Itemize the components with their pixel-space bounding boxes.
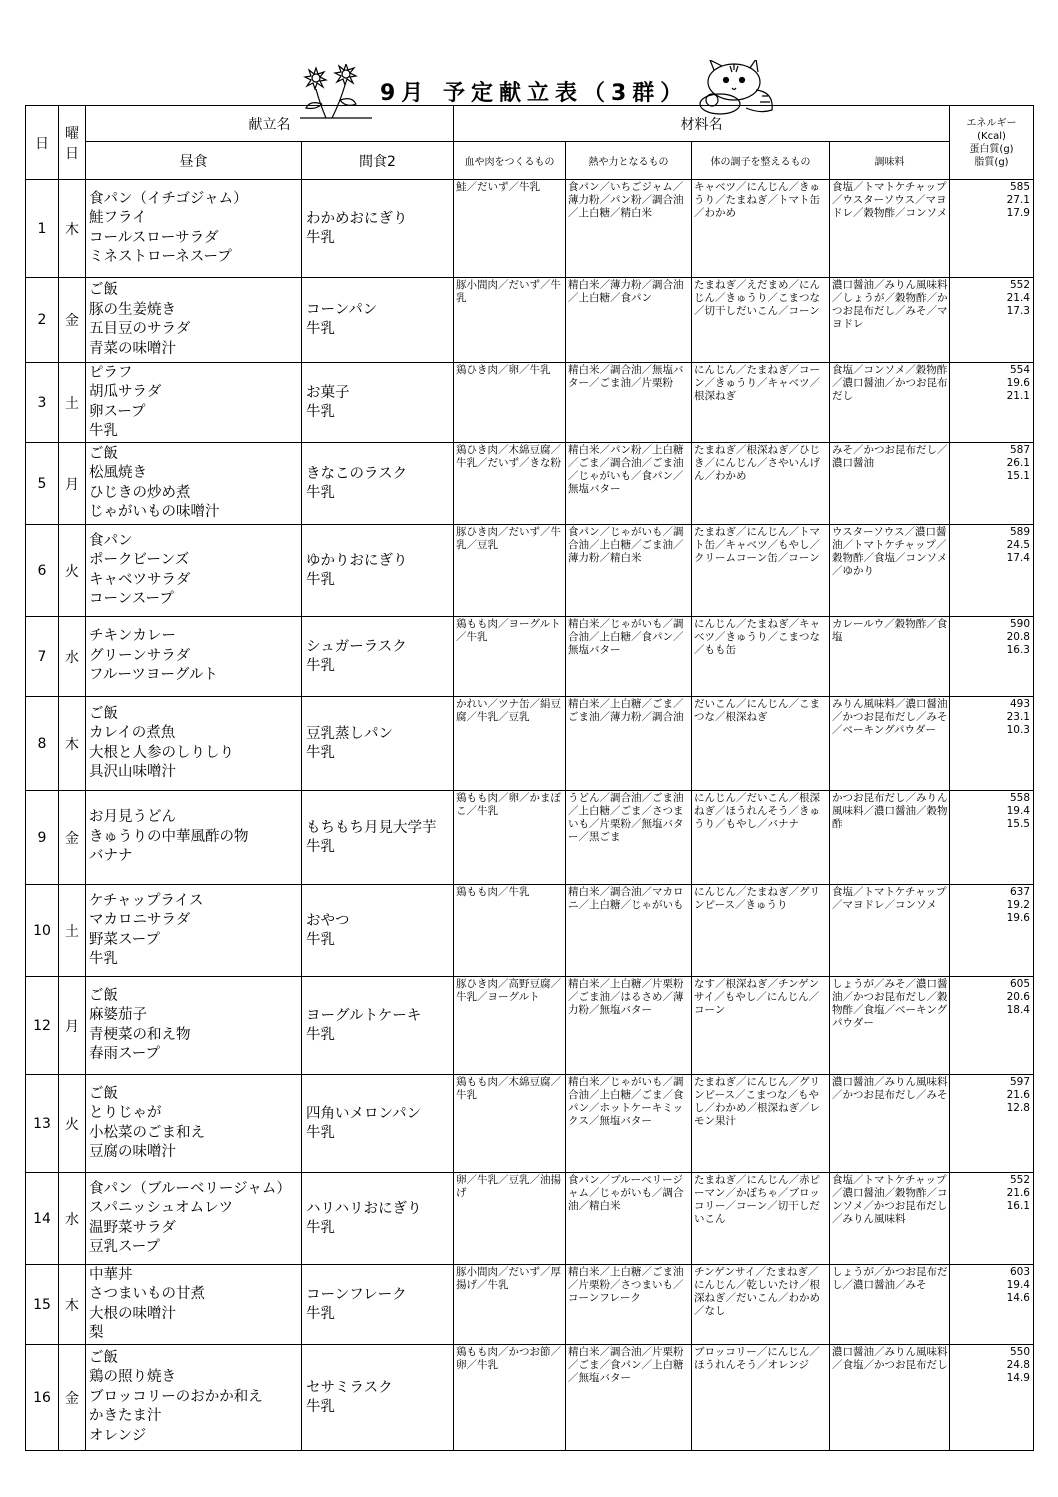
day-cell: 13 bbox=[26, 1075, 59, 1173]
fat-value: 21.1 bbox=[1006, 390, 1030, 402]
lunch-item: 卵スープ bbox=[89, 403, 146, 420]
lunch-item: 胡瓜サラダ bbox=[89, 384, 162, 400]
heat-power-cell: 精白米／調合油／無塩バター／ごま油／片栗粉 bbox=[566, 363, 692, 443]
heat-power-cell: 精白米／上白糖／片栗粉／ごま油／はるさめ／薄力粉／無塩バター bbox=[566, 977, 692, 1075]
lunch-cell bbox=[86, 180, 302, 278]
seasoning-cell: 濃口醤油／みりん風味料／食塩／かつお昆布だし bbox=[830, 1345, 950, 1451]
body-condition-cell: にんじん／たまねぎ／グリンピース／きゅうり bbox=[692, 885, 830, 977]
blood-meat-header: 血や肉をつくるもの bbox=[454, 142, 566, 180]
fat-value: 15.1 bbox=[1006, 470, 1030, 482]
snack-cell bbox=[302, 443, 454, 525]
body-condition-cell: チンゲンサイ／たまねぎ／にんじん／乾しいたけ／根深ねぎ／だいこん／わかめ／なし bbox=[692, 1265, 830, 1345]
seasoning-cell: 食塩／コンソメ／穀物酢／濃口醤油／かつお昆布だし bbox=[830, 363, 950, 443]
body-condition-cell: キャベツ／にんじん／きゅうり／たまねぎ／トマト缶／わかめ bbox=[692, 180, 830, 278]
fat-value: 14.9 bbox=[1006, 1372, 1030, 1384]
protein-value: 26.1 bbox=[1006, 457, 1030, 469]
lunch-cell bbox=[86, 885, 302, 977]
energy-value: 597 bbox=[1009, 1076, 1030, 1088]
table-row bbox=[26, 180, 1034, 278]
nutrition-cell bbox=[950, 1345, 1034, 1451]
lunch-item: 梨 bbox=[89, 1325, 104, 1341]
snack-item: 牛乳 bbox=[306, 744, 335, 761]
blood-meat-cell: 鶏ひき肉／木綿豆腐／牛乳／だいず／きな粉 bbox=[454, 443, 566, 525]
fat-value: 16.1 bbox=[1006, 1200, 1030, 1212]
day-cell: 15 bbox=[26, 1265, 59, 1345]
blood-meat-cell: 鶏ひき肉／卵／牛乳 bbox=[454, 363, 566, 443]
lunch-item: 大根と人参のしりしり bbox=[89, 744, 234, 761]
snack-item: 四角いメロンパン bbox=[306, 1105, 421, 1122]
table-row bbox=[26, 363, 1034, 443]
seasoning-cell: しょうが／みそ／濃口醤油／かつお昆布だし／穀物酢／食塩／ベーキングパウダー bbox=[830, 977, 950, 1075]
nutrition-cell bbox=[950, 977, 1034, 1075]
body-condition-cell: たまねぎ／にんじん／赤ピーマン／かぼちゃ／ブロッコリー／コーン／切干しだいこん bbox=[692, 1173, 830, 1265]
body-condition-cell: たまねぎ／にんじん／トマト缶／キャベツ／もやし／クリームコーン缶／コーン bbox=[692, 525, 830, 617]
kcal-header: (Kcal) bbox=[977, 130, 1006, 142]
seasoning-cell: しょうが／かつお昆布だし／濃口醤油／みそ bbox=[830, 1265, 950, 1345]
snack-item: きなこのラスク bbox=[306, 465, 408, 482]
lunch-item: ブロッコリーのおかか和え bbox=[89, 1388, 263, 1405]
lunch-item: 食パン bbox=[89, 532, 133, 549]
lunch-item: ミネストローネスープ bbox=[89, 249, 232, 265]
energy-value: 552 bbox=[1009, 1174, 1030, 1186]
snack-item: 牛乳 bbox=[306, 484, 335, 501]
lunch-item: ケチャップライス bbox=[89, 892, 204, 909]
heat-power-cell: 精白米／上白糖／ごま／ごま油／薄力粉／調合油 bbox=[566, 697, 692, 791]
protein-value: 20.6 bbox=[1006, 991, 1030, 1003]
day-cell: 8 bbox=[26, 697, 59, 791]
snack-item: ハリハリおにぎり bbox=[306, 1200, 422, 1217]
snack-item: セサミラスク bbox=[306, 1379, 393, 1396]
blood-meat-cell: かれい／ツナ缶／絹豆腐／牛乳／豆乳 bbox=[454, 697, 566, 791]
title-area bbox=[0, 60, 1058, 110]
energy-value: 603 bbox=[1009, 1266, 1030, 1278]
table-row bbox=[26, 443, 1034, 525]
lunch-item: マカロニサラダ bbox=[89, 912, 191, 928]
lunch-cell bbox=[86, 617, 302, 697]
heat-power-cell: 精白米／調合油／マカロニ／上白糖／じゃがいも bbox=[566, 885, 692, 977]
lunch-item: ポークビーンズ bbox=[89, 552, 190, 568]
fat-value: 15.5 bbox=[1006, 818, 1030, 830]
snack-item: 牛乳 bbox=[306, 1026, 335, 1043]
protein-value: 19.6 bbox=[1006, 377, 1030, 389]
snack-item: 牛乳 bbox=[306, 657, 335, 674]
fat-header: 脂質(g) bbox=[974, 156, 1009, 168]
protein-value: 21.6 bbox=[1006, 1089, 1030, 1101]
blood-meat-cell: 豚小間肉／だいず／牛乳 bbox=[454, 278, 566, 363]
protein-value: 20.8 bbox=[1006, 631, 1030, 643]
fat-value: 14.6 bbox=[1006, 1292, 1030, 1304]
snack-item: 牛乳 bbox=[306, 403, 335, 420]
lunch-item: 豆乳スープ bbox=[89, 1239, 161, 1255]
energy-value: 637 bbox=[1009, 886, 1030, 898]
nutrition-cell bbox=[950, 1075, 1034, 1173]
lunch-item: 小松菜のごま和え bbox=[89, 1124, 205, 1141]
day-header: 日 bbox=[26, 106, 59, 180]
weekday-cell: 水 bbox=[59, 617, 86, 697]
lunch-item: とりじゃが bbox=[89, 1105, 162, 1121]
snack-cell bbox=[302, 363, 454, 443]
body-condition-header: 体の調子を整えるもの bbox=[692, 142, 830, 180]
snack-item: コーンパン bbox=[306, 302, 378, 318]
body-condition-cell: たまねぎ／にんじん／グリンピース／こまつな／もやし／わかめ／根深ねぎ／レモン果汁 bbox=[692, 1075, 830, 1173]
fat-value: 17.4 bbox=[1006, 552, 1030, 564]
protein-value: 19.2 bbox=[1006, 899, 1030, 911]
body-condition-cell: たまねぎ／えだまめ／にんじん／きゅうり／こまつな／切干しだいこん／コーン bbox=[692, 278, 830, 363]
protein-header: 蛋白質(g) bbox=[969, 143, 1014, 155]
lunch-item: オレンジ bbox=[89, 1427, 147, 1444]
lunch-item: バナナ bbox=[89, 848, 133, 865]
snack-item: 牛乳 bbox=[306, 571, 335, 588]
weekday-cell: 金 bbox=[59, 1345, 86, 1451]
lunch-item: かきたま汁 bbox=[89, 1408, 162, 1425]
menu-name-header: 献立名 bbox=[86, 106, 454, 142]
energy-value: 554 bbox=[1009, 364, 1030, 376]
snack-item: 豆乳蒸しパン bbox=[306, 725, 393, 742]
lunch-item: 鮭フライ bbox=[89, 210, 147, 226]
energy-value: 493 bbox=[1009, 698, 1030, 710]
heat-power-cell: 精白米／じゃがいも／調合油／上白糖／ごま／食パン／ホットケーキミックス／無塩バター bbox=[566, 1075, 692, 1173]
heat-power-cell: 食パン／ブルーベリージャム／じゃがいも／調合油／精白米 bbox=[566, 1173, 692, 1265]
menu-table bbox=[25, 105, 1034, 1451]
table-row bbox=[26, 278, 1034, 363]
lunch-cell bbox=[86, 697, 302, 791]
lunch-cell bbox=[86, 1265, 302, 1345]
lunch-item: お月見うどん bbox=[89, 809, 176, 826]
weekday-cell: 月 bbox=[59, 443, 86, 525]
energy-value: 558 bbox=[1009, 792, 1030, 804]
seasoning-cell: カレールウ／穀物酢／食塩 bbox=[830, 617, 950, 697]
energy-value: 552 bbox=[1009, 279, 1030, 291]
lunch-item: 牛乳 bbox=[89, 423, 118, 439]
weekday-cell: 月 bbox=[59, 977, 86, 1075]
heat-power-cell: 精白米／上白糖／ごま油／片栗粉／さつまいも／コーンフレーク bbox=[566, 1265, 692, 1345]
snack-cell bbox=[302, 525, 454, 617]
table-row bbox=[26, 617, 1034, 697]
lunch-item: ピラフ bbox=[89, 364, 133, 381]
day-cell: 12 bbox=[26, 977, 59, 1075]
heat-power-cell: 精白米／パン粉／上白糖／ごま／調合油／ごま油／じゃがいも／食パン／無塩バター bbox=[566, 443, 692, 525]
weekday-cell: 水 bbox=[59, 1173, 86, 1265]
day-cell: 2 bbox=[26, 278, 59, 363]
nutrition-cell bbox=[950, 1265, 1034, 1345]
lunch-item: 野菜スープ bbox=[89, 931, 161, 948]
lunch-item: ご飯 bbox=[89, 705, 118, 722]
seasoning-cell: かつお昆布だし／みりん風味料／濃口醤油／穀物酢 bbox=[830, 791, 950, 885]
table-row bbox=[26, 791, 1034, 885]
lunch-item: コーンスープ bbox=[89, 591, 174, 607]
snack-item: シュガーラスク bbox=[306, 638, 407, 655]
body-condition-cell: にんじん／だいこん／根深ねぎ／ほうれんそう／きゅうり／もやし／バナナ bbox=[692, 791, 830, 885]
protein-value: 24.8 bbox=[1006, 1359, 1030, 1371]
lunch-item: グリーンサラダ bbox=[89, 647, 191, 664]
weekday-cell: 土 bbox=[59, 885, 86, 977]
table-row bbox=[26, 977, 1034, 1075]
protein-value: 23.1 bbox=[1006, 711, 1030, 723]
protein-value: 19.4 bbox=[1006, 805, 1030, 817]
lunch-item: 青菜の味噌汁 bbox=[89, 340, 176, 357]
nutrition-cell bbox=[950, 363, 1034, 443]
snack-item: おやつ bbox=[306, 912, 350, 929]
weekday-cell: 土 bbox=[59, 363, 86, 443]
lunch-item: ご飯 bbox=[89, 445, 118, 462]
energy-value: 589 bbox=[1009, 526, 1030, 538]
heat-power-cell: 精白米／薄力粉／調合油／上白糖／食パン bbox=[566, 278, 692, 363]
lunch-item: さつまいもの甘煮 bbox=[89, 1286, 205, 1302]
lunch-item: チキンカレー bbox=[89, 628, 176, 645]
lunch-item: スパニッシュオムレツ bbox=[89, 1200, 234, 1216]
snack-cell bbox=[302, 885, 454, 977]
energy-value: 590 bbox=[1009, 618, 1030, 630]
nutrition-cell bbox=[950, 697, 1034, 791]
fat-value: 16.3 bbox=[1006, 644, 1030, 656]
heat-power-cell: 精白米／調合油／片栗粉／ごま／食パン／上白糖／無塩バター bbox=[566, 1345, 692, 1451]
body-condition-cell: にんじん／たまねぎ／キャベツ／きゅうり／こまつな／もも缶 bbox=[692, 617, 830, 697]
lunch-item: ご飯 bbox=[89, 1085, 118, 1102]
body-condition-cell: だいこん／にんじん／こまつな／根深ねぎ bbox=[692, 697, 830, 791]
lunch-item: 春雨スープ bbox=[89, 1046, 161, 1062]
lunch-item: 中華丼 bbox=[89, 1266, 133, 1283]
nutrition-cell bbox=[950, 617, 1034, 697]
fat-value: 17.3 bbox=[1006, 305, 1030, 317]
lunch-item: 鶏の照り焼き bbox=[89, 1369, 176, 1386]
lunch-cell bbox=[86, 443, 302, 525]
nutrition-cell bbox=[950, 443, 1034, 525]
fat-value: 12.8 bbox=[1006, 1102, 1030, 1114]
body-condition-cell: ブロッコリー／にんじん／ほうれんそう／オレンジ bbox=[692, 1345, 830, 1451]
seasoning-header: 調味料 bbox=[830, 142, 950, 180]
energy-value: 605 bbox=[1009, 978, 1030, 990]
protein-value: 21.6 bbox=[1006, 1187, 1030, 1199]
snack-item: 牛乳 bbox=[306, 931, 335, 948]
blood-meat-cell: 豚小間肉／だいず／厚揚げ／牛乳 bbox=[454, 1265, 566, 1345]
lunch-cell bbox=[86, 1173, 302, 1265]
lunch-item: 五目豆のサラダ bbox=[89, 321, 191, 337]
snack-item: 牛乳 bbox=[306, 1398, 335, 1415]
lunch-item: ご飯 bbox=[89, 1349, 118, 1366]
snack-cell bbox=[302, 278, 454, 363]
day-cell: 5 bbox=[26, 443, 59, 525]
snack-header: 間食2 bbox=[302, 142, 454, 180]
heat-power-cell: うどん／調合油／ごま油／上白糖／ごま／さつまいも／片栗粉／無塩バター／黒ごま bbox=[566, 791, 692, 885]
lunch-item: フルーツヨーグルト bbox=[89, 667, 218, 684]
lunch-item: ご飯 bbox=[89, 282, 118, 298]
lunch-cell bbox=[86, 525, 302, 617]
lunch-item: 豚の生姜焼き bbox=[89, 301, 176, 318]
lunch-cell bbox=[86, 791, 302, 885]
day-cell: 16 bbox=[26, 1345, 59, 1451]
blood-meat-cell: 鶏もも肉／木綿豆腐／牛乳 bbox=[454, 1075, 566, 1173]
table-row bbox=[26, 1265, 1034, 1345]
nutrition-cell bbox=[950, 885, 1034, 977]
fat-value: 17.9 bbox=[1006, 207, 1030, 219]
lunch-item: 牛乳 bbox=[89, 951, 118, 967]
lunch-item: 松風焼き bbox=[89, 465, 147, 481]
table-row bbox=[26, 885, 1034, 977]
snack-cell bbox=[302, 1075, 454, 1173]
snack-cell bbox=[302, 791, 454, 885]
protein-value: 21.4 bbox=[1006, 292, 1030, 304]
seasoning-cell: 食塩／トマトケチャップ／ウスターソウス／マヨドレ／穀物酢／コンソメ bbox=[830, 180, 950, 278]
lunch-cell bbox=[86, 278, 302, 363]
lunch-item: ご飯 bbox=[89, 987, 118, 1004]
lunch-item: 大根の味噌汁 bbox=[89, 1305, 176, 1322]
weekday-cell: 木 bbox=[59, 1265, 86, 1345]
body-condition-cell: にんじん／たまねぎ／コーン／きゅうり／キャベツ／根深ねぎ bbox=[692, 363, 830, 443]
blood-meat-cell: 鮭／だいず／牛乳 bbox=[454, 180, 566, 278]
seasoning-cell: 食塩／トマトケチャップ／マヨドレ／コンソメ bbox=[830, 885, 950, 977]
blood-meat-cell: 鶏もも肉／牛乳 bbox=[454, 885, 566, 977]
seasoning-cell: みそ／かつお昆布だし／濃口醤油 bbox=[830, 443, 950, 525]
seasoning-cell: 食塩／トマトケチャップ／濃口醤油／穀物酢／コンソメ／かつお昆布だし／みりん風味料 bbox=[830, 1173, 950, 1265]
lunch-cell bbox=[86, 977, 302, 1075]
snack-cell bbox=[302, 1173, 454, 1265]
body-condition-cell: たまねぎ／根深ねぎ／ひじき／にんじん／さやいんげん／わかめ bbox=[692, 443, 830, 525]
page-title: 9月 予定献立表（3群） bbox=[380, 81, 689, 106]
day-cell: 9 bbox=[26, 791, 59, 885]
weekday-cell: 木 bbox=[59, 697, 86, 791]
protein-value: 24.5 bbox=[1006, 539, 1030, 551]
nutrition-cell bbox=[950, 278, 1034, 363]
lunch-item: コールスローサラダ bbox=[89, 229, 219, 246]
day-cell: 14 bbox=[26, 1173, 59, 1265]
lunch-item: キャベツサラダ bbox=[89, 571, 191, 588]
lunch-item: カレイの煮魚 bbox=[89, 725, 176, 741]
table-row bbox=[26, 1075, 1034, 1173]
energy-value: 585 bbox=[1009, 181, 1030, 193]
lunch-item: 食パン（ブルーベリージャム） bbox=[89, 1180, 291, 1197]
blood-meat-cell: 豚ひき肉／だいず／牛乳／豆乳 bbox=[454, 525, 566, 617]
snack-item: 牛乳 bbox=[306, 1305, 335, 1322]
seasoning-cell: みりん風味料／濃口醤油／かつお昆布だし／みそ／ベーキングパウダー bbox=[830, 697, 950, 791]
day-cell: 3 bbox=[26, 363, 59, 443]
weekday-cell: 金 bbox=[59, 791, 86, 885]
snack-item: わかめおにぎり bbox=[306, 210, 408, 227]
blood-meat-cell: 鶏もも肉／卵／かまぼこ／牛乳 bbox=[454, 791, 566, 885]
energy-value: 587 bbox=[1009, 444, 1030, 456]
lunch-item: じゃがいもの味噌汁 bbox=[89, 504, 220, 520]
snack-item: 牛乳 bbox=[306, 1124, 335, 1141]
snack-item: ゆかりおにぎり bbox=[306, 552, 408, 569]
energy-header: エネルギー bbox=[966, 117, 1017, 129]
nutrition-header bbox=[950, 106, 1034, 180]
nutrition-cell bbox=[950, 1173, 1034, 1265]
snack-cell bbox=[302, 180, 454, 278]
seasoning-cell: ウスターソウス／濃口醤油／トマトケチャップ／穀物酢／食塩／コンソメ／ゆかり bbox=[830, 525, 950, 617]
snack-item: 牛乳 bbox=[306, 838, 335, 855]
blood-meat-cell: 鶏もも肉／ヨーグルト／牛乳 bbox=[454, 617, 566, 697]
seasoning-cell: 濃口醤油／みりん風味料／かつお昆布だし／みそ bbox=[830, 1075, 950, 1173]
nutrition-cell bbox=[950, 525, 1034, 617]
snack-cell bbox=[302, 617, 454, 697]
table-row bbox=[26, 525, 1034, 617]
snack-item: 牛乳 bbox=[306, 321, 335, 337]
nutrition-cell bbox=[950, 791, 1034, 885]
table-row bbox=[26, 1345, 1034, 1451]
lunch-item: ひじきの炒め煮 bbox=[89, 484, 191, 501]
day-cell: 1 bbox=[26, 180, 59, 278]
snack-item: ヨーグルトケーキ bbox=[306, 1007, 422, 1024]
heat-power-cell: 食パン／じゃがいも／調合油／上白糖／ごま油／薄力粉／精白米 bbox=[566, 525, 692, 617]
table-row bbox=[26, 1173, 1034, 1265]
fat-value: 18.4 bbox=[1006, 1004, 1030, 1016]
protein-value: 27.1 bbox=[1006, 194, 1030, 206]
day-cell: 7 bbox=[26, 617, 59, 697]
snack-item: 牛乳 bbox=[306, 229, 335, 246]
day-cell: 10 bbox=[26, 885, 59, 977]
lunch-cell bbox=[86, 363, 302, 443]
lunch-item: 具沢山味噌汁 bbox=[89, 764, 176, 780]
lunch-item: 温野菜サラダ bbox=[89, 1219, 176, 1236]
lunch-item: 豆腐の味噌汁 bbox=[89, 1144, 176, 1160]
heat-power-cell: 精白米／じゃがいも／調合油／上白糖／食パン／無塩バター bbox=[566, 617, 692, 697]
heat-power-header: 熱や力となるもの bbox=[566, 142, 692, 180]
lunch-cell bbox=[86, 1075, 302, 1173]
day-cell: 6 bbox=[26, 525, 59, 617]
snack-item: もちもち月見大学芋 bbox=[306, 819, 437, 836]
table-row bbox=[26, 697, 1034, 791]
snack-item: コーンフレーク bbox=[306, 1286, 407, 1303]
fat-value: 19.6 bbox=[1006, 912, 1030, 924]
snack-cell bbox=[302, 697, 454, 791]
nutrition-cell bbox=[950, 180, 1034, 278]
weekday-cell: 木 bbox=[59, 180, 86, 278]
weekday-cell: 金 bbox=[59, 278, 86, 363]
lunch-cell bbox=[86, 1345, 302, 1451]
fat-value: 10.3 bbox=[1006, 724, 1030, 736]
heat-power-cell: 食パン／いちごジャム／薄力粉／パン粉／調合油／上白糖／精白米 bbox=[566, 180, 692, 278]
seasoning-cell: 濃口醤油／みりん風味料／しょうが／穀物酢／かつお昆布だし／みそ／マヨドレ bbox=[830, 278, 950, 363]
snack-cell bbox=[302, 1265, 454, 1345]
blood-meat-cell: 卵／牛乳／豆乳／油揚げ bbox=[454, 1173, 566, 1265]
blood-meat-cell: 豚ひき肉／高野豆腐／牛乳／ヨーグルト bbox=[454, 977, 566, 1075]
lunch-item: きゅうりの中華風酢の物 bbox=[89, 828, 249, 845]
energy-value: 550 bbox=[1009, 1346, 1030, 1358]
lunch-item: 青梗菜の和え物 bbox=[89, 1026, 191, 1043]
body-condition-cell: なす／根深ねぎ／チンゲンサイ／もやし／にんじん／コーン bbox=[692, 977, 830, 1075]
weekday-cell: 火 bbox=[59, 1075, 86, 1173]
weekday-header: 曜日 bbox=[59, 106, 86, 180]
ingredients-header: 材料名 bbox=[454, 106, 950, 142]
protein-value: 19.4 bbox=[1006, 1279, 1030, 1291]
weekday-cell: 火 bbox=[59, 525, 86, 617]
snack-cell bbox=[302, 977, 454, 1075]
snack-item: お菓子 bbox=[306, 384, 350, 401]
lunch-item: 食パン（イチゴジャム） bbox=[89, 190, 248, 207]
blood-meat-cell: 鶏もも肉／かつお節／卵／牛乳 bbox=[454, 1345, 566, 1451]
snack-cell bbox=[302, 1345, 454, 1451]
lunch-header: 昼食 bbox=[86, 142, 302, 180]
lunch-item: 麻婆茄子 bbox=[89, 1007, 147, 1023]
snack-item: 牛乳 bbox=[306, 1219, 335, 1236]
